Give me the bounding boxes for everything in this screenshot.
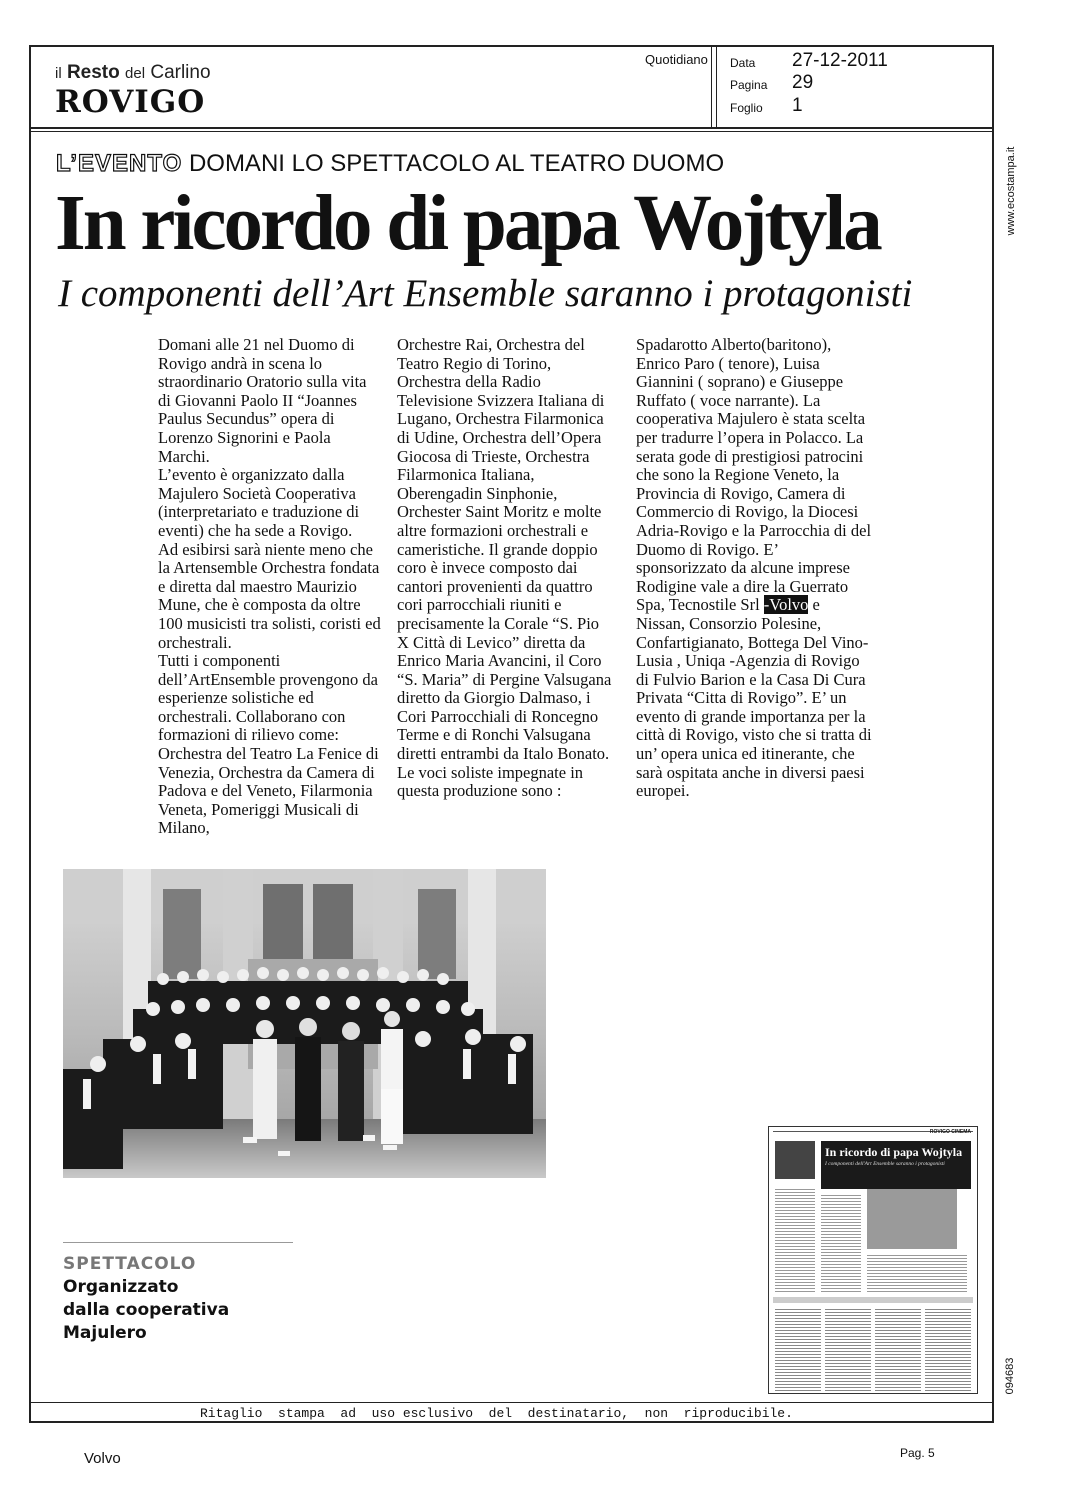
caption-text: Organizzato dalla cooperativa Majulero [63, 1277, 230, 1343]
article-column-3 [636, 336, 872, 801]
article-column-2 [397, 336, 615, 801]
paragraph: Spadarotto Alberto(baritono), Enrico Paro ( tenore), Luisa Giannini ( soprano) e Giuseppe Ruffato ( voce narrante). La cooperativa Majulero è stata scelta per tradurre l’opera in Polacco. La serata gode di prestigiosi patrocini che sono la Regione Veneto, la Provincia di Rovigo, Camera di Commercio di Rovigo, la Diocesi Adria-Rovigo e la Parrocchia di del Duomo di Rovigo. E’ sponsorizzato da alcune imprese Rodigine vale a dire la Guerrato Spa, Tecnostile Srl -Volvo e Nissan, Consorzio Polesine, Confartigianato, Bottega Del Vino-Lusia , Uniqa -Agenzia di Rovigo di Fulvio Barion e la Casa Di Cura Privata “Citta di Rovigo”. E’ un evento di grande importanza per la città di Rovigo, visto che si tratta di un’ opera unica ed itinerante, che sarà ospitata anche in diversi paesi europei. [636, 335, 872, 801]
caption-label: SPETTACOLO [63, 1254, 197, 1274]
masthead-name: il Resto del Carlino [55, 62, 211, 83]
publication-type: Quotidiano [645, 52, 708, 67]
header-divider [29, 127, 994, 132]
article-kicker [56, 150, 724, 178]
meta-row-pagina: Pagina 29 [730, 72, 814, 93]
meta-row-data: Data 27-12-2011 [730, 50, 888, 71]
paragraph: Tutti i componenti dell’ArtEnsemble provengono da esperienze solistiche ed orchestrali. Collaborano con formazioni di rilievo come: Orchestra del Teatro La Fenice di Venezia, Orchestra da Camera di Padova e del Veneto, Filarmonia Veneta, Pomeriggi Musicali di Milano, [158, 651, 379, 838]
paragraph: Ad esibirsi sarà niente meno che la Artensemble Orchestra fondata e diretta dal maestro Maurizio Mune, che è composta da oltre 100 musicisti tra solisti, coristi ed orchestrali. [158, 539, 381, 652]
paragraph: Orchestre Rai, Orchestra del Teatro Regio di Torino, Orchestra della Radio Televisione Svizzera Italiana di Lugano, Orchestra Filarmonica di Udine, Orchestra dell’Opera Giocosa di Trieste, Orchestra Filarmonica Italiana, Oberengadin Sinphonie, Orchester Saint Moritz e molte altre formazioni orchestrali e cameristiche. Il grande doppio coro è invece composto dai cantori provenienti da quattro cori parrocchiali riuniti e precisamente la Corale “S. Pio X Città di Levico” diretta da Enrico Maria Avancini, il Coro “S. Maria” di Pergine Valsugana diretto da Giorgio Dalmaso, i Cori Parrocchiali di Roncegno Terme e di Ronchi Valsugana diretti entrambi da Italo Bonato. Le voci soliste impegnate in questa produzione sono : [397, 335, 612, 801]
footer-rule [29, 1402, 994, 1403]
subhead: I componenti dell’Art Ensemble saranno i protagonisti [58, 272, 913, 315]
page-number: Pag. 5 [900, 1446, 935, 1460]
highlight-keyword: -Volvo [763, 595, 809, 615]
page-thumbnail: ROVIGO CINEMA In ricordo di papa Wojtyla I componenti dell'Art Ensemble saranno i protagonisti [768, 1126, 978, 1394]
masthead-city: ROVIGO [55, 84, 206, 120]
concert-photo [63, 869, 546, 1178]
website-vertical: www.ecostampa.it [1005, 146, 1017, 236]
reproduction-notice: Ritaglio stampa ad uso esclusivo del destinatario, non riproducibile. [200, 1406, 793, 1421]
paragraph: Domani alle 21 nel Duomo di Rovigo andrà in scena lo straordinario Oratorio sulla vita di Giovanni Paolo II “Joannes Paulus Secundus” opera di Lorenzo Signorini e Paola Marchi. [158, 335, 367, 466]
caption-rule [63, 1242, 293, 1243]
meta-table [730, 52, 980, 119]
header-col-divider [711, 45, 717, 129]
headline: In ricordo di papa Wojtyla [55, 180, 880, 267]
meta-row-foglio: Foglio 1 [730, 95, 803, 116]
kicker-section: L’EVENTO [56, 150, 183, 177]
kicker-text: DOMANI LO SPETTACOLO AL TEATRO DUOMO [188, 150, 725, 177]
paragraph: L’evento è organizzato dalla Majulero Società Cooperativa (interpretariato e traduzione di eventi) che ha sede a Rovigo. [158, 465, 360, 540]
article-column-1 [158, 336, 383, 838]
code-vertical: 094683 [1004, 1357, 1016, 1395]
client-name: Volvo [84, 1450, 121, 1467]
